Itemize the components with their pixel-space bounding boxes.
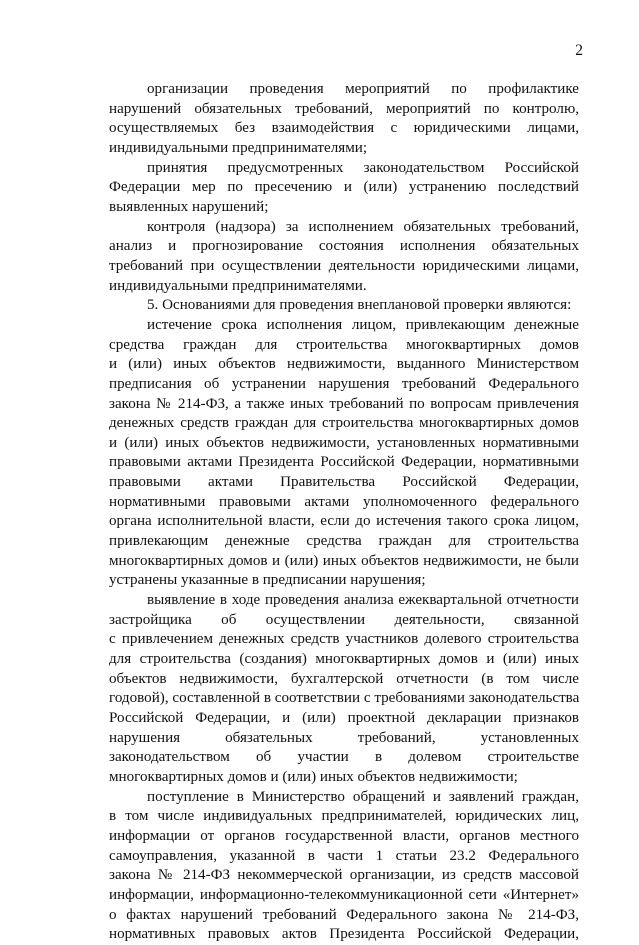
text-line: Федерации мер по пресечению и (или) устранению последствий	[109, 179, 579, 196]
text-line: принятия предусмотренных законодательством Российской	[147, 159, 579, 176]
document-body	[109, 80, 579, 945]
text-line: организации проведения мероприятий по профилактике	[147, 81, 579, 97]
text-line: предписания об устранении нарушения требований Федерального	[109, 375, 579, 392]
text-line: годовой), составленной в соответствии с требованиями законодательства	[109, 690, 580, 707]
paragraph	[109, 218, 579, 297]
text-line: нарушения обязательных требований, установленных	[109, 729, 579, 746]
text-line: денежных средств граждан для строительства многоквартирных домов	[109, 415, 579, 432]
text-line: многоквартирных домов и (или) иных объектов недвижимости, не были	[109, 552, 579, 569]
text-line: истечение срока исполнения лицом, привлекающим денежные	[147, 316, 579, 333]
paragraph	[109, 591, 579, 788]
text-line: и (или) иных объектов недвижимости, выданного Министерством	[109, 356, 579, 373]
text-line: 5. Основаниями для проведения внеплановой проверки являются:	[147, 297, 572, 314]
text-line: с привлечением денежных средств участников долевого строительства	[109, 631, 579, 648]
text-line: о фактах нарушений требований Федерального закона № 214-ФЗ,	[109, 906, 579, 923]
text-line: для строительства (создания) многоквартирных домов и (или) иных	[109, 651, 579, 668]
text-line: закона № 214-ФЗ некоммерческой организации, из средств массовой	[109, 867, 579, 884]
text-line: контроля (надзора) за исполнением обязательных требований,	[147, 218, 579, 235]
text-line: и (или) иных объектов недвижимости, установленных нормативными	[109, 434, 579, 451]
text-line: закона № 214-ФЗ, а также иных требований по вопросам привлечения	[109, 395, 579, 412]
text-line: информации, информационно-телекоммуникационной сети «Интернет»	[109, 886, 579, 903]
text-line: выявленных нарушений;	[109, 198, 269, 215]
text-line: устранены указанные в предписании нарушения;	[109, 572, 426, 589]
text-line: нарушений обязательных требований, мероприятий по контролю,	[109, 100, 579, 117]
text-line: многоквартирных домов и (или) иных объектов недвижимости;	[109, 768, 518, 785]
text-line: Российской Федерации, и (или) проектной декларации признаков	[109, 710, 579, 726]
text-line: застройщика об осуществлении деятельности, связанной	[109, 611, 579, 628]
text-line: объектов недвижимости, бухгалтерской отчетности (в том числе	[109, 670, 579, 687]
paragraph	[109, 788, 579, 945]
text-line: поступление в Министерство обращений и заявлений граждан,	[147, 788, 579, 805]
text-line: правовыми актами Президента Российской Федерации, нормативными	[109, 454, 579, 471]
text-line: нормативными правовыми актами уполномоченного федерального	[109, 493, 579, 510]
page-number: 2	[575, 42, 583, 59]
text-line: выявление в ходе проведения анализа ежеквартальной отчетности	[147, 592, 579, 609]
paragraph	[109, 316, 579, 591]
text-line: требований при осуществлении деятельности юридическими лицами,	[109, 257, 579, 274]
text-line: самоуправления, указанной в части 1 статьи 23.2 Федерального	[109, 847, 579, 864]
text-line: привлекающим денежные средства граждан для строительства	[109, 533, 579, 550]
text-line: нормативных правовых актов Президента Российской Федерации,	[109, 926, 579, 943]
text-line: анализ и прогнозирование состояния исполнения обязательных	[109, 238, 579, 255]
text-line: информации от органов государственной власти, органов местного	[109, 827, 579, 844]
text-line: в том числе индивидуальных предпринимателей, юридических лиц,	[109, 808, 579, 825]
paragraph	[109, 80, 579, 159]
text-line: законодательством об участии в долевом строительстве	[109, 749, 579, 766]
text-line: осуществляемых без взаимодействия с юридическими лицами,	[109, 120, 579, 137]
paragraph	[109, 159, 579, 218]
text-line: индивидуальными предпринимателями.	[109, 277, 367, 294]
text-line: средства граждан для строительства многоквартирных домов	[109, 336, 579, 353]
text-line: индивидуальными предпринимателями;	[109, 139, 368, 156]
text-line: органа исполнительной власти, если до истечения такого срока лицом,	[109, 513, 579, 530]
paragraph	[109, 296, 579, 316]
text-line: правовыми актами Правительства Российской Федерации,	[109, 474, 579, 491]
